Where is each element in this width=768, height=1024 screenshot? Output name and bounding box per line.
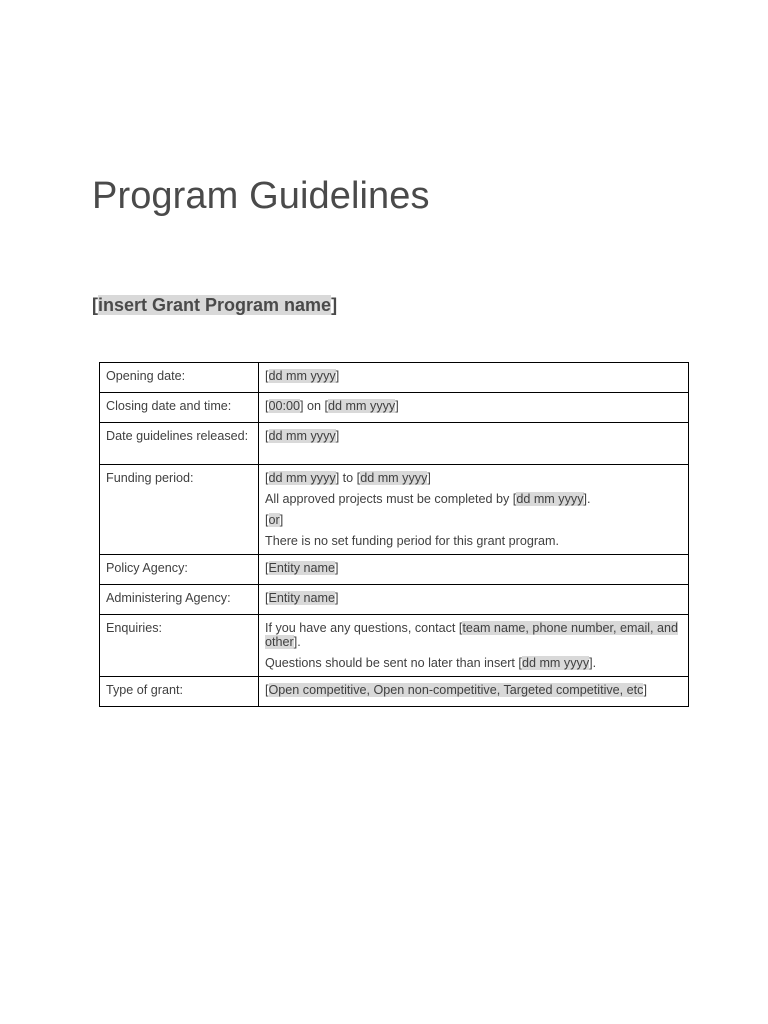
released-date-value: [dd mm yyyy] xyxy=(259,423,689,465)
grant-details-table xyxy=(99,362,689,707)
table-row-enquiries xyxy=(100,615,689,677)
funding-or-line: [or] xyxy=(265,513,284,527)
closing-date-label: Closing date and time: xyxy=(100,393,259,423)
table-row-type-of-grant xyxy=(100,677,689,707)
administering-agency-value: [Entity name] xyxy=(259,585,689,615)
policy-agency-placeholder: Entity name xyxy=(268,561,335,575)
table-row-policy-agency xyxy=(100,555,689,585)
type-of-grant-label: Type of grant: xyxy=(100,677,259,707)
closing-on-text: ] on [ xyxy=(300,399,329,413)
closing-time-placeholder: 00:00 xyxy=(268,399,301,413)
table-row-closing-date xyxy=(100,393,689,423)
opening-date-placeholder: dd mm yyyy xyxy=(268,369,336,383)
administering-agency-label: Administering Agency: xyxy=(100,585,259,615)
policy-agency-label: Policy Agency: xyxy=(100,555,259,585)
funding-or-placeholder: or xyxy=(268,513,280,527)
policy-agency-value: [Entity name] xyxy=(259,555,689,585)
funding-period-value xyxy=(259,465,689,555)
funding-complete-text: All approved projects must be completed by [ xyxy=(265,492,517,506)
funding-complete-placeholder: dd mm yyyy xyxy=(516,492,584,506)
enquiries-value xyxy=(259,615,689,677)
opening-date-label: Opening date: xyxy=(100,363,259,393)
enquiries-contact-placeholder: team name, phone number, email, and other xyxy=(265,621,679,649)
administering-agency-placeholder: Entity name xyxy=(268,591,335,605)
enquiries-deadline-placeholder: dd mm yyyy xyxy=(521,656,590,670)
funding-to-placeholder: dd mm yyyy xyxy=(360,471,428,485)
funding-complete-line xyxy=(265,492,682,506)
table-row-opening-date xyxy=(100,363,689,393)
enquiries-label: Enquiries: xyxy=(100,615,259,677)
closing-date-placeholder: dd mm yyyy xyxy=(328,399,396,413)
table-row-released-date xyxy=(100,423,689,465)
funding-complete-end: ]. xyxy=(583,492,591,506)
funding-range-line: [dd mm yyyy] to [dd mm yyyy] xyxy=(265,471,431,485)
program-name-placeholder: insert Grant Program name xyxy=(98,295,332,315)
page-title: Program Guidelines xyxy=(92,175,430,217)
enquiries-contact-end: ]. xyxy=(293,635,301,649)
enquiries-contact-line xyxy=(265,621,682,649)
close-bracket: ] xyxy=(331,295,338,315)
open-bracket: [ xyxy=(92,295,98,315)
funding-no-period-line: There is no set funding period for this grant program. xyxy=(265,534,560,548)
released-date-label: Date guidelines released: xyxy=(100,423,259,465)
released-date-placeholder: dd mm yyyy xyxy=(268,429,336,443)
opening-date-value: [dd mm yyyy] xyxy=(259,363,689,393)
table-row-administering-agency xyxy=(100,585,689,615)
enquiries-deadline-end: ]. xyxy=(589,656,597,670)
type-of-grant-value: [Open competitive, Open non-competitive, Targeted competitive, etc] xyxy=(259,677,689,707)
enquiries-deadline-text: Questions should be sent no later than insert [ xyxy=(265,656,522,670)
funding-from-placeholder: dd mm yyyy xyxy=(268,471,336,485)
type-of-grant-placeholder: Open competitive, Open non-competitive, Targeted competitive, etc xyxy=(268,683,644,697)
program-name-heading xyxy=(92,295,337,317)
table-row-funding-period xyxy=(100,465,689,555)
funding-period-label: Funding period: xyxy=(100,465,259,555)
closing-date-value: [00:00] on [dd mm yyyy] xyxy=(259,393,689,423)
funding-to-text: ] to [ xyxy=(335,471,361,485)
enquiries-contact-text: If you have any questions, contact [ xyxy=(265,621,463,635)
enquiries-deadline-line xyxy=(265,656,682,670)
